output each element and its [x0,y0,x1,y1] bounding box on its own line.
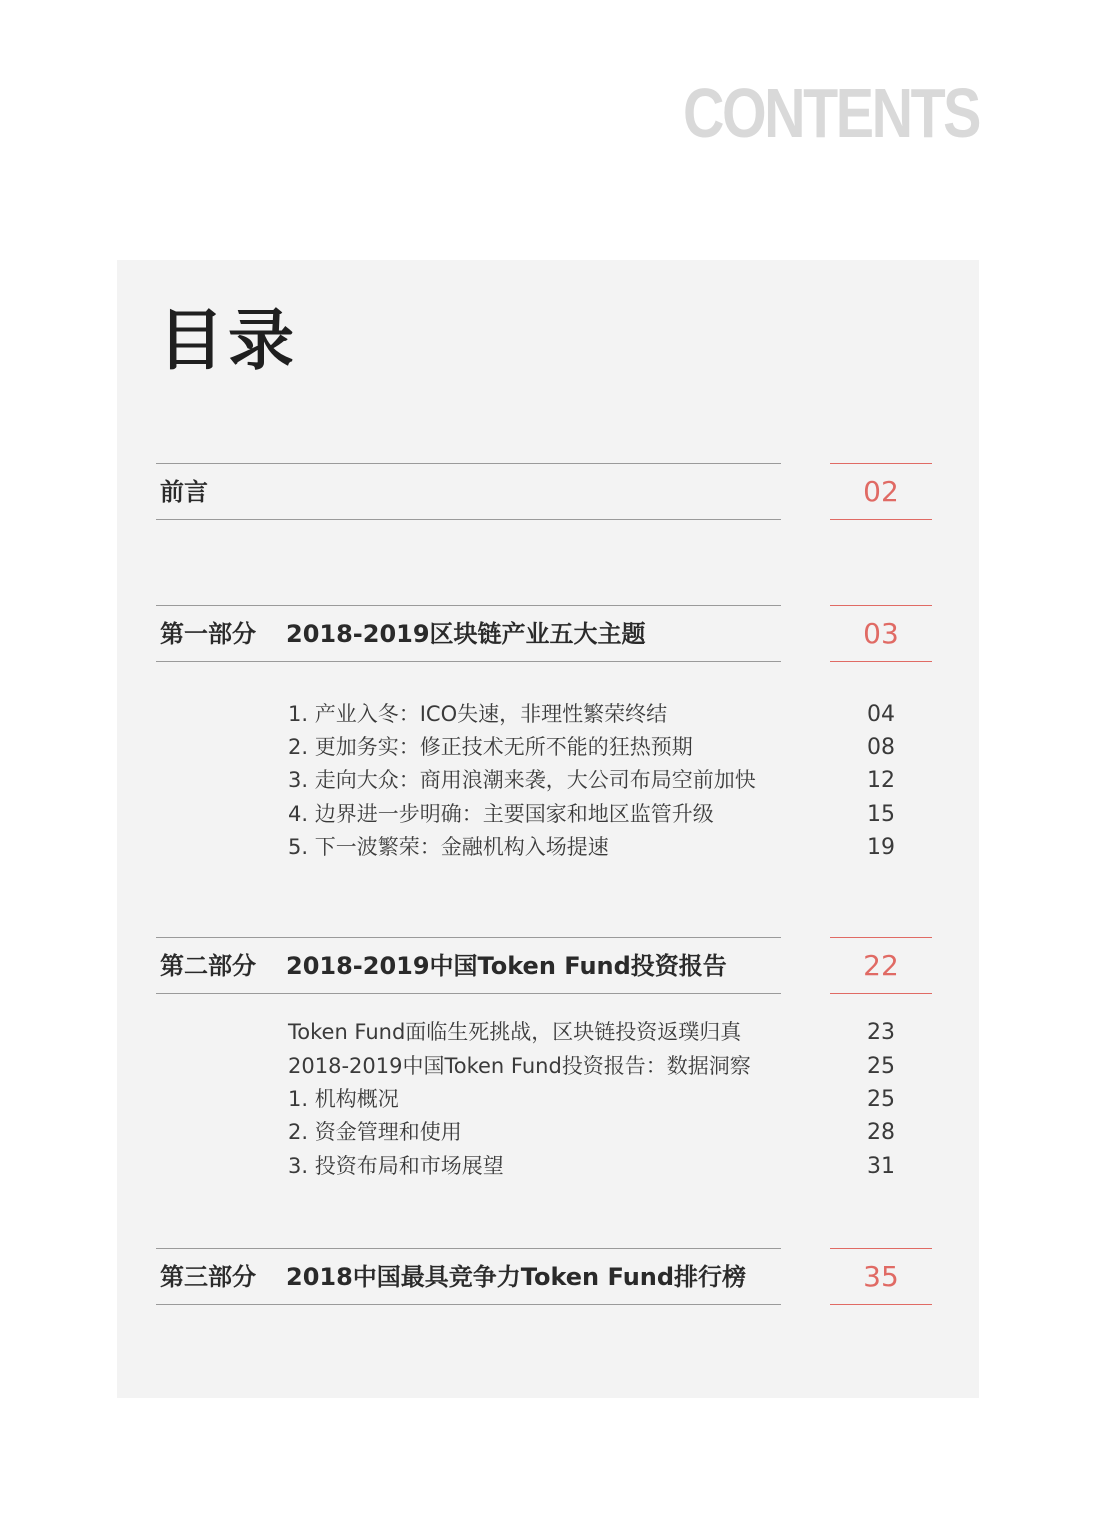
toc-item[interactable]: 2. 更加务实：修正技术无所不能的狂热预期 [288,735,693,759]
toc-item[interactable]: 1. 机构概况 [288,1087,399,1111]
toc-item-page: 28 [867,1120,895,1145]
toc-item-page: 23 [867,1020,895,1045]
toc-item[interactable]: 2018-2019中国Token Fund投资报告：数据洞察 [288,1054,751,1078]
toc-item[interactable]: 1. 产业入冬：ICO失速，非理性繁荣终结 [288,702,668,726]
toc-item[interactable]: Token Fund面临生死挑战，区块链投资返璞归真 [288,1020,742,1044]
toc-item[interactable]: 3. 走向大众：商用浪潮来袭，大公司布局空前加快 [288,768,756,792]
section-part-one[interactable] [160,606,646,662]
section-page-number: 35 [863,1260,899,1293]
section-top-rule [156,463,781,464]
section-page-number: 02 [863,475,899,508]
toc-item-page: 08 [867,735,895,760]
section-title: 2018-2019区块链产业五大主题 [286,620,646,648]
section-part-label: 第一部分 [160,620,256,648]
toc-title: 目录 [158,302,298,379]
toc-item[interactable]: 2. 资金管理和使用 [288,1120,462,1144]
section-part-two[interactable] [160,938,727,994]
section-title: 前言 [160,478,208,506]
toc-item-page: 15 [867,802,895,827]
section-part-three[interactable] [160,1249,746,1305]
section-title: 2018中国最具竞争力Token Fund排行榜 [286,1263,747,1291]
contents-heading: CONTENTS [682,74,979,152]
toc-item-page: 25 [867,1054,895,1079]
toc-item[interactable]: 3. 投资布局和市场展望 [288,1154,504,1178]
toc-item-page: 25 [867,1087,895,1112]
toc-item-page: 12 [867,768,895,793]
toc-item-page: 31 [867,1154,895,1179]
section-title: 2018-2019中国Token Fund投资报告 [286,952,727,980]
toc-item-page: 04 [867,702,895,727]
section-preface[interactable] [160,464,208,520]
section-page-number: 22 [863,949,899,982]
toc-item-page: 19 [867,835,895,860]
section-part-label: 第二部分 [160,952,256,980]
section-part-label: 第三部分 [160,1263,256,1291]
section-bottom-rule [156,519,781,520]
section-page-number: 03 [863,617,899,650]
toc-item[interactable]: 5. 下一波繁荣：金融机构入场提速 [288,835,609,859]
toc-item[interactable]: 4. 边界进一步明确：主要国家和地区监管升级 [288,802,714,826]
toc-panel [117,260,979,1398]
